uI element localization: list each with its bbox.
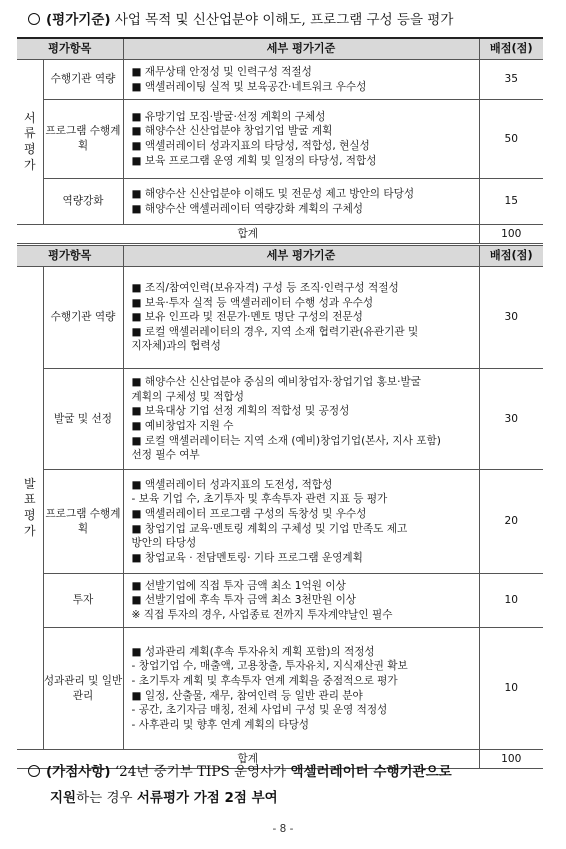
table2-score: 10	[479, 628, 543, 750]
table1-detail: ■ 유망기업 모집·발굴·선정 계획의 구체성 ■ 해양수산 신산업분야 창업기업 발굴 계획 ■ 액셀러레이터 성과지표의 타당성, 적합성, 현실성 ■ 보육 프로그램 운영 계획 및 일정의 타당성, 적합성	[123, 100, 479, 179]
table2-item: 성과관리 및 일반관리	[43, 628, 123, 750]
criterion-line: ■ 선발기업에 직접 투자 금액 최소 1억원 이상	[131, 579, 346, 592]
table2-item: 발굴 및 선정	[43, 369, 123, 470]
criterion-line: - 창업기업 수, 매출액, 고용창출, 투자유치, 지식재산권 확보	[131, 660, 408, 673]
table2-detail	[123, 574, 479, 628]
table2-detail	[123, 470, 479, 574]
page-number: - 8 -	[272, 823, 294, 835]
criterion-line: - 보육 기업 수, 초기투자 및 후속투자 관련 지표 등 평가	[131, 493, 388, 506]
table2-header-score: 배점(점)	[479, 246, 543, 267]
criterion-line: ※ 직접 투자의 경우, 사업종료 전까지 투자계약날인 필수	[131, 608, 393, 621]
table2-total-label: 합계	[17, 750, 479, 769]
bonus-note	[28, 760, 548, 811]
footer-text1: ‘24년 중기부 TIPS 운영사가	[114, 764, 287, 780]
table1-header-score: 배점(점)	[479, 38, 543, 60]
table1-detail: ■ 재무상태 안정성 및 인력구성 적절성 ■ 액셀러레이팅 실적 및 보육공간·네트워크 우수성	[123, 60, 479, 100]
table1-item: 프로그램 수행계획	[43, 100, 123, 179]
criterion-line: 계획의 구체성 및 적합성	[131, 390, 244, 403]
table2-header-item: 평가항목	[17, 246, 123, 267]
criterion-line: 지자체)과의 협력성	[131, 340, 221, 353]
criterion-line: ■ 로컬 액셀러레이터는 지역 소재 (예비)창업기업(본사, 지사 포함)	[131, 434, 441, 447]
criterion-line: ■ 일정, 산출물, 재무, 참여인력 등 일반 관리 분야	[131, 689, 363, 702]
presentation-review-table	[17, 245, 543, 769]
table2-score: 10	[479, 574, 543, 628]
footer-text2: 하는 경우	[76, 789, 133, 806]
table1-header-item: 평가항목	[17, 38, 123, 60]
criterion-line: ■ 보유 인프라 및 전문가·멘토 명단 구성의 전문성	[131, 311, 363, 324]
table1-score: 50	[479, 100, 543, 179]
criterion-line: ■ 창업교육 · 전담멘토링· 기타 프로그램 운영계획	[131, 551, 363, 564]
criterion-line: - 공간, 초기자금 매칭, 전체 사업비 구성 및 운영 적정성	[131, 704, 388, 717]
table2-score: 30	[479, 267, 543, 369]
footer-bold2: 지원	[50, 789, 77, 806]
criterion-line: ■ 로컬 액셀러레이터의 경우, 지역 소재 협력기관(유관기관 및	[131, 325, 419, 338]
criterion-line: ■ 예비창업자 지원 수	[131, 420, 234, 432]
criterion-line: - 사후관리 및 향후 연계 계획의 타당성	[131, 718, 310, 731]
table2-detail	[123, 267, 479, 369]
table1-total: 100	[479, 225, 543, 244]
table1-score: 15	[479, 179, 543, 225]
header-text: 사업 목적 및 신산업분야 이해도, 프로그램 구성 등을 평가	[114, 12, 454, 28]
table1-score: 35	[479, 60, 543, 100]
criterion-line: ■ 창업기업 교육·멘토링 계획의 구체성 및 기업 만족도 제고	[131, 522, 408, 535]
table2-header-detail: 세부 평가기준	[123, 246, 479, 267]
criterion-line: ■ 액셀러레이터 프로그램 구성의 독창성 및 우수성	[131, 507, 367, 520]
category-document-review: 서 류 평 가	[17, 60, 43, 225]
criterion-line: 방안의 타당성	[131, 537, 197, 550]
table1-item: 수행기관 역량	[43, 60, 123, 100]
criterion-line: ■ 액셀러레이터 성과지표의 도전성, 적합성	[131, 478, 333, 491]
table1-detail: ■ 해양수산 신산업분야 이해도 및 전문성 제고 방안의 타당성 ■ 해양수산 액셀러레이터 역량강화 계획의 구체성	[123, 179, 479, 225]
criterion-line: ■ 해양수산 신산업분야 중심의 예비창업자·창업기업 홍보·발굴	[131, 376, 421, 389]
criterion-line: ■ 보육대상 기업 선정 계획의 적합성 및 공정성	[131, 405, 350, 418]
criterion-line: ■ 선발기업에 후속 투자 금액 최소 3천만원 이상	[131, 594, 357, 607]
table2-item: 투자	[43, 574, 123, 628]
table1-header-detail: 세부 평가기준	[123, 38, 479, 60]
circle-bullet-icon	[28, 765, 40, 777]
table2-score: 30	[479, 369, 543, 470]
table2-score: 20	[479, 470, 543, 574]
table1-item: 역량강화	[43, 179, 123, 225]
table2-detail	[123, 628, 479, 750]
circle-bullet-icon	[28, 13, 40, 25]
header-label: (평가기준)	[46, 12, 111, 28]
table2-item: 프로그램 수행계획	[43, 470, 123, 574]
criterion-line: 선정 필수 여부	[131, 449, 200, 462]
criterion-line: ■ 보육·투자 실적 등 액셀러레이터 수행 성과 우수성	[131, 296, 374, 309]
document-review-table	[17, 37, 543, 244]
table2-detail	[123, 369, 479, 470]
footer-bold3: 서류평가 가점 2점 부여	[136, 789, 278, 806]
footer-label: (가점사항)	[46, 764, 111, 780]
table1-total-label: 합계	[17, 225, 479, 244]
category-presentation-review: 발 표 평 가	[17, 267, 43, 750]
footer-bold1: 액셀러레이터 수행기관으로	[290, 764, 452, 780]
table2-item: 수행기관 역량	[43, 267, 123, 369]
criterion-line: ■ 조직/참여인력(보유자격) 구성 등 조직·인력구성 적절성	[131, 281, 399, 294]
criteria-header	[28, 8, 548, 28]
criterion-line: ■ 성과관리 계획(후속 투자유치 계획 포함)의 적정성	[131, 645, 375, 658]
criterion-line: - 초기투자 계획 및 후속투자 연계 계획을 중점적으로 평가	[131, 674, 398, 687]
table2-total: 100	[479, 750, 543, 769]
